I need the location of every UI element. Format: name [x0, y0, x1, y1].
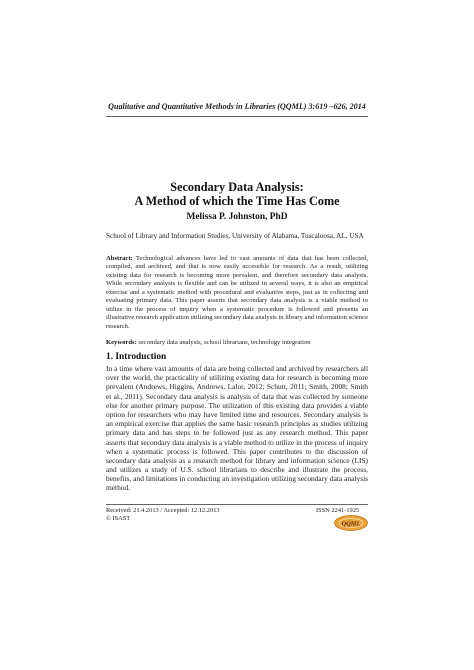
- section-body: In a time where vast amounts of data are being collected and archived by researchers all over the world, the practicality of utilizing existing data for research is becoming more prevalent (Andrews, Higgins, Andrews, Lalor, 2012; Schutt, 2011; Smith, 2008; Smith et al., 2011). Secondary data analysis is analysis of data that was collected by someone else for another primary purpose. The utilization of this existing data provides a viable option for researchers who may have limited time and resources. Secondary analysis is an empirical exercise that applies the same basic research principles as studies utilizing primary data and has steps to be followed just as any research method. This paper asserts that secondary data analysis is a viable method to utilize in the process of inquiry when a systematic process is followed. This paper contributes to the discussion of secondary data analysis as a research method for library and information science (LIS) and utilizes a study of U.S. school librarians to describe and illustrate the process, benefits, and limitations in conducting an investigation utilizing secondary data analysis method.: [106, 364, 368, 493]
- section-heading: 1. Introduction: [106, 352, 167, 362]
- keywords-label: Keywords:: [106, 339, 137, 346]
- copyright: © ISAST: [106, 515, 131, 522]
- paper-title: [0, 181, 474, 208]
- footer-rule: [106, 504, 368, 505]
- running-head: Qualitative and Quantitative Methods in Libraries (QQML) 3:619 –626, 2014: [108, 102, 366, 111]
- header-rule: [106, 116, 368, 117]
- abstract-label: Abstract:: [106, 255, 133, 262]
- title-line-1: Secondary Data Analysis:: [170, 180, 304, 194]
- author-name: Melissa P. Johnston, PhD: [186, 212, 288, 222]
- keywords-text: secondary data analysis, school librarians, technology integration: [136, 339, 311, 346]
- received-dates: Received: 21.4.2013 / Accepted: 12.12.2013: [106, 507, 220, 514]
- keywords: [106, 338, 368, 347]
- abstract-text: Technological advances have led to vast amounts of data that has been collected, compiled, and archived, and that is now easily accessible for research. As a result, utilizing existing data for research is becoming more prevalent, and therefore secondary data analysis. While secondary analysis is flexible and can be utilized in several ways, it is also an empirical exercise and a systematic method with procedural and evaluative steps, just as in collecting and evaluating primary data. This paper asserts that secondary data analysis is a viable method to utilize in the process of inquiry when a systematic procedure is followed and presents an illustrative research application utilizing secondary data analysis in library and information science research.: [106, 255, 368, 330]
- issn: ISSN 2241-1925: [316, 507, 360, 514]
- logo-lettering: QQML: [341, 520, 361, 528]
- title-line-2: A Method of which the Time Has Come: [134, 193, 340, 208]
- qqml-logo: [333, 514, 369, 532]
- author-affiliation: School of Library and Information Studies, University of Alabama, Tuscaloosa, AL, USA: [106, 232, 364, 240]
- abstract: [106, 255, 368, 331]
